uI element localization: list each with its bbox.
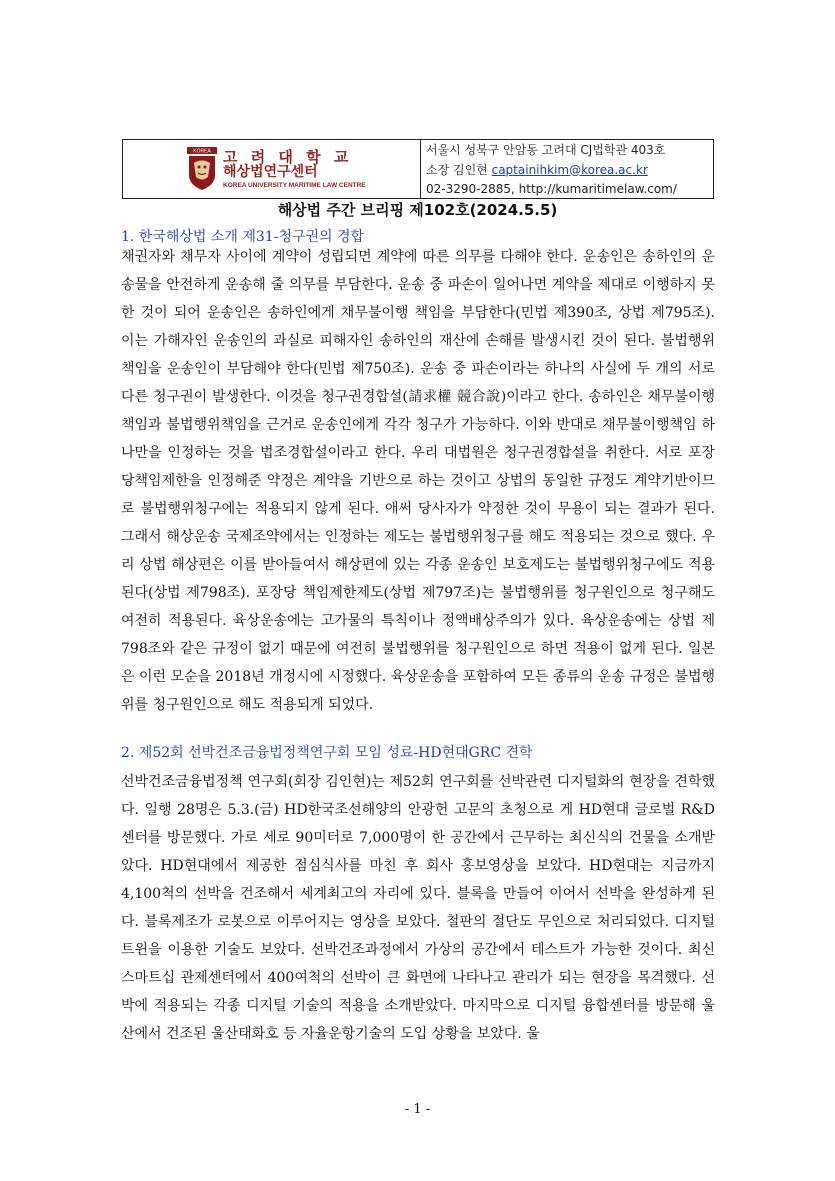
director-label: 소장 김인현 bbox=[426, 162, 488, 177]
logo-center-name-english: KOREA UNIVERSITY MARITIME LAW CENTRE bbox=[223, 181, 366, 189]
section-2-heading: 2. 제52회 선박건조금융법정책연구회 모임 성료-HD현대GRC 견학 bbox=[121, 745, 533, 761]
section-1-body: 채권자와 채무자 사이에 계약이 성립되면 계약에 따른 의무를 다해야 한다. 운송인은 송하인의 운송물을 안전하게 운송해 줄 의무를 부담한다. 운송 중 파손이 일어나면 계약을 제대로 이행하지 못한 것이 되어 운송인은 송하인에게 채무불이행 책임을 부담한다(민법 제390조, 상법 제795조). 이는 가해자인 운송인의 과실로 피해자인 송하인의 재산에 손해를 발생시킨 것이 된다. 불법행위책임을 운송인이 부담해야 한다(민법 제750조). 운송 중 파손이라는 하나의 사실에 두 개의 서로 다른 청구권이 발생한다. 이것을 청구권경합설(請求權 競合說)이라고 한다. 송하인은 채무불이행책임과 불법행위책임을 근거로 운송인에게 각각 청구가 가능하다. 이와 반대로 채무불이행책임 하나만을 인정하는 것을 법조경합설이라고 한다. 우리 대법원은 청구권경합설을 취한다. 서로 포장당책임제한을 인정해준 약정은 계약을 기반으로 하는 것이고 상법의 동일한 규정도 계약기반이므로 불법행위청구에는 적용되지 않게 된다. 애써 당사자가 약정한 것이 무용이 되는 결과가 된다. 그래서 해상운송 국제조약에서는 인정하는 제도는 불법행위청구를 해도 적용되는 것으로 했다. 우리 상법 해상편은 이를 받아들여서 해상편에 있는 각종 운송인 보호제도는 불법행위청구에도 적용된다(상법 제798조). 포장당 책임제한제도(상법 제797조)는 불법행위를 청구원인으로 청구해도 여전히 적용된다. 육상운송에는 고가물의 특칙이나 정액배상주의가 있다. 육상운송에는 상법 제798조와 같은 규정이 없기 때문에 여전히 불법행위를 청구원인으로 하면 적용이 없게 된다. 일본은 이런 모순을 2018년 개정시에 시정했다. 육상운송을 포함하여 모든 종류의 운송 규정은 불법행위를 청구원인으로 해도 적용되게 되었다. bbox=[121, 249, 715, 713]
director-line bbox=[426, 161, 713, 181]
page-title: 해상법 주간 브리핑 제102호(2024.5.5) bbox=[277, 201, 558, 219]
header-box bbox=[122, 139, 714, 199]
email-link[interactable]: captainihkim@korea.ac.kr bbox=[491, 162, 648, 177]
section-1-heading: 1. 한국해상법 소개 제31-청구권의 경합 bbox=[121, 229, 365, 245]
phone-web: 02-3290-2885, http://kumaritimelaw.com/ bbox=[426, 182, 677, 196]
section-2-body: 선박건조금융법정책 연구회(회장 김인현)는 제52회 연구회를 선박관련 디지털화의 현장을 견학했다. 일행 28명은 5.3.(금) HD한국조선해양의 안광헌 고문의 초청으로 게 HD현대 글로벌 R&D센터를 방문했다. 가로 세로 90미터로 7,000명이 한 공간에서 근무하는 최신식의 건물을 소개받았다. HD현대에서 제공한 점심식사를 마친 후 회사 홍보영상을 보았다. HD현대는 지금까지 4,100척의 선박을 건조해서 세계최고의 자리에 있다. 블록을 만들어 이어서 선박을 완성하게 된다. 블록제조가 로봇으로 이루어지는 영상을 보았다. 철판의 절단도 무인으로 처리되었다. 디지털 트윈을 이용한 기술도 보았다. 선박건조과정에서 가상의 공간에서 테스트가 가능한 것이다. 최신 스마트십 관제센터에서 400여척의 선박이 큰 화면에 나타나고 관리가 되는 현장을 목격했다. 선박에 적용되는 각종 디지털 기술의 적용을 소개받았다. 마지막으로 디지털 융합센터를 방문해 울산에서 건조된 울산태화호 등 자율운항기술의 도입 상황을 보았다. 울 bbox=[121, 774, 715, 1042]
address: 서울시 성북구 안암동 고려대 CJ법학관 403호 bbox=[426, 143, 666, 157]
emblem-caption: KOREA bbox=[193, 148, 211, 155]
page-number: - 1 - bbox=[404, 1102, 431, 1117]
logo-center-name: 해상법연구센터 bbox=[223, 164, 318, 181]
logo-university-name: 고 려 대 학 교 bbox=[223, 147, 353, 166]
contact-info bbox=[421, 140, 713, 198]
university-emblem-icon bbox=[187, 147, 217, 191]
logo bbox=[123, 140, 421, 198]
